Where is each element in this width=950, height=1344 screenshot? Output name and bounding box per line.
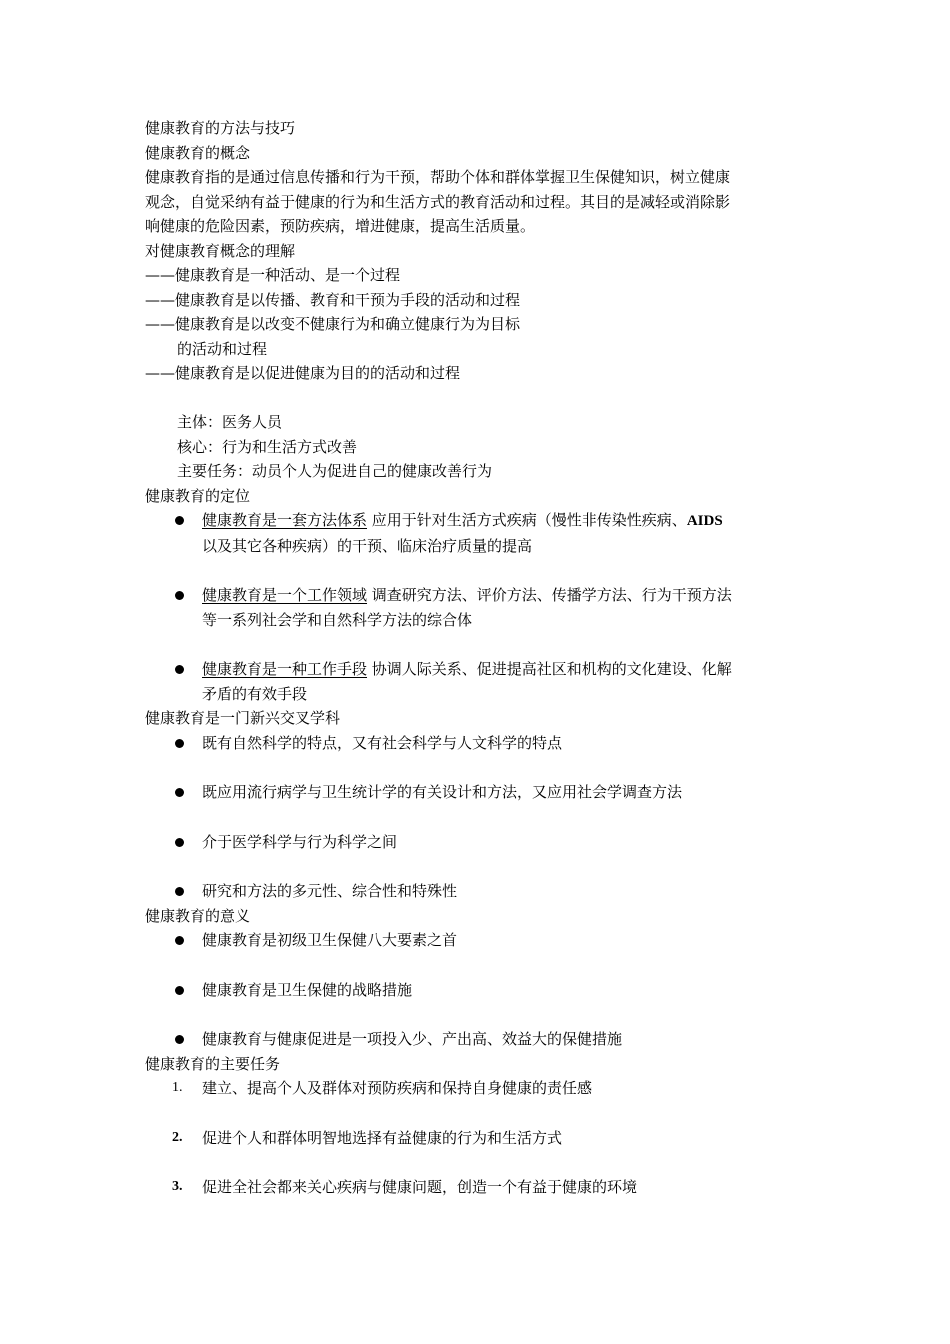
positioning-list — [145, 508, 810, 706]
bullet-icon — [175, 665, 184, 674]
section-heading-tasks: 健康教育的主要任务 — [145, 1054, 281, 1073]
section-heading-concept: 健康教育的概念 — [145, 143, 251, 162]
list-item-text: 既应用流行病学与卫生统计学的有关设计和方法，又应用社会学调查方法 — [202, 783, 683, 801]
positioning-latin: AIDS — [686, 513, 723, 529]
list-item — [145, 583, 810, 632]
document-title: 健康教育的方法与技巧 — [145, 119, 296, 137]
understanding-line: 的活动和过程 — [177, 339, 268, 358]
bullet-icon — [175, 936, 184, 945]
list-item — [145, 780, 810, 805]
section-heading-significance: 健康教育的意义 — [145, 906, 251, 925]
list-number: 1. — [172, 1080, 183, 1095]
bullet-icon — [175, 1035, 184, 1044]
list-item — [145, 830, 810, 855]
bullet-icon — [175, 516, 184, 525]
bullet-icon — [175, 986, 184, 995]
note-line: 核心：行为和生活方式改善 — [177, 437, 358, 456]
section-heading-understanding: 对健康教育概念的理解 — [145, 241, 296, 260]
tasks-list — [145, 1076, 810, 1200]
positioning-desc: 调查研究方法、评价方法、传播学方法、行为干预方法 — [371, 586, 732, 604]
list-item — [145, 731, 810, 756]
list-item-text: 研究和方法的多元性、综合性和特殊性 — [202, 882, 458, 900]
list-item-text: 健康教育与健康促进是一项投入少、产出高、效益大的保健措施 — [202, 1030, 623, 1048]
list-item — [145, 1027, 810, 1052]
list-item-text: 健康教育是初级卫生保健八大要素之首 — [202, 931, 458, 949]
note-line: 主体：医务人员 — [177, 413, 283, 431]
list-item — [145, 657, 810, 706]
list-number: 2. — [172, 1129, 183, 1145]
list-item — [145, 1126, 810, 1151]
positioning-desc: 协调人际关系、促进提高社区和机构的文化建设、化解 — [371, 660, 732, 678]
list-item — [145, 978, 810, 1003]
list-number: 3. — [172, 1179, 183, 1194]
list-item — [145, 928, 810, 953]
concept-paragraph-line: 观念，自觉采纳有益于健康的行为和生活方式的教育活动和过程。其目的是减轻或消除影 — [145, 192, 731, 211]
bullet-icon — [175, 739, 184, 748]
list-item — [145, 879, 810, 904]
positioning-term: 健康教育是一套方法体系 — [202, 511, 368, 529]
section-heading-discipline: 健康教育是一门新兴交叉学科 — [145, 709, 341, 727]
list-item-text: 促进全社会都来关心疾病与健康问题，创造一个有益于健康的环境 — [202, 1178, 638, 1196]
positioning-term: 健康教育是一个工作领域 — [202, 586, 368, 604]
positioning-desc-cont: 矛盾的有效手段 — [202, 684, 308, 703]
list-item — [145, 508, 810, 558]
understanding-line: ——健康教育是以促进健康为目的的活动和过程 — [145, 364, 461, 382]
list-item-text: 建立、提高个人及群体对预防疾病和保持自身健康的责任感 — [202, 1079, 593, 1097]
list-item-text: 既有自然科学的特点，又有社会科学与人文科学的特点 — [202, 733, 563, 752]
bullet-icon — [175, 838, 184, 847]
bullet-icon — [175, 788, 184, 797]
spacer — [145, 386, 810, 411]
list-item-text: 健康教育是卫生保健的战略措施 — [202, 980, 413, 999]
understanding-line: ——健康教育是一种活动、是一个过程 — [145, 266, 401, 284]
concept-paragraph-line: 健康教育指的是通过信息传播和行为干预，帮助个体和群体掌握卫生保健知识，树立健康 — [145, 168, 731, 186]
positioning-desc: 应用于针对生活方式疾病（慢性非传染性疾病、 — [371, 511, 687, 529]
bullet-icon — [175, 591, 184, 600]
document-page — [145, 116, 810, 1200]
positioning-term: 健康教育是一种工作手段 — [202, 660, 368, 678]
list-item — [145, 1076, 810, 1101]
list-item-text: 介于医学科学与行为科学之间 — [202, 832, 398, 851]
positioning-desc-cont: 以及其它各种疾病）的干预、临床治疗质量的提高 — [202, 536, 533, 555]
significance-list — [145, 928, 810, 1052]
understanding-line: ——健康教育是以传播、教育和干预为手段的活动和过程 — [145, 290, 521, 309]
note-line: 主要任务：动员个人为促进自己的健康改善行为 — [177, 462, 493, 480]
concept-paragraph-line: 响健康的危险因素，预防疾病，增进健康，提高生活质量。 — [145, 217, 536, 235]
discipline-list — [145, 731, 810, 904]
positioning-desc-cont: 等一系列社会学和自然科学方法的综合体 — [202, 610, 473, 629]
bullet-icon — [175, 887, 184, 896]
list-item-text: 促进个人和群体明智地选择有益健康的行为和生活方式 — [202, 1128, 563, 1147]
understanding-line: ——健康教育是以改变不健康行为和确立健康行为为目标 — [145, 315, 521, 333]
list-item — [145, 1175, 810, 1200]
section-heading-positioning: 健康教育的定位 — [145, 486, 251, 505]
